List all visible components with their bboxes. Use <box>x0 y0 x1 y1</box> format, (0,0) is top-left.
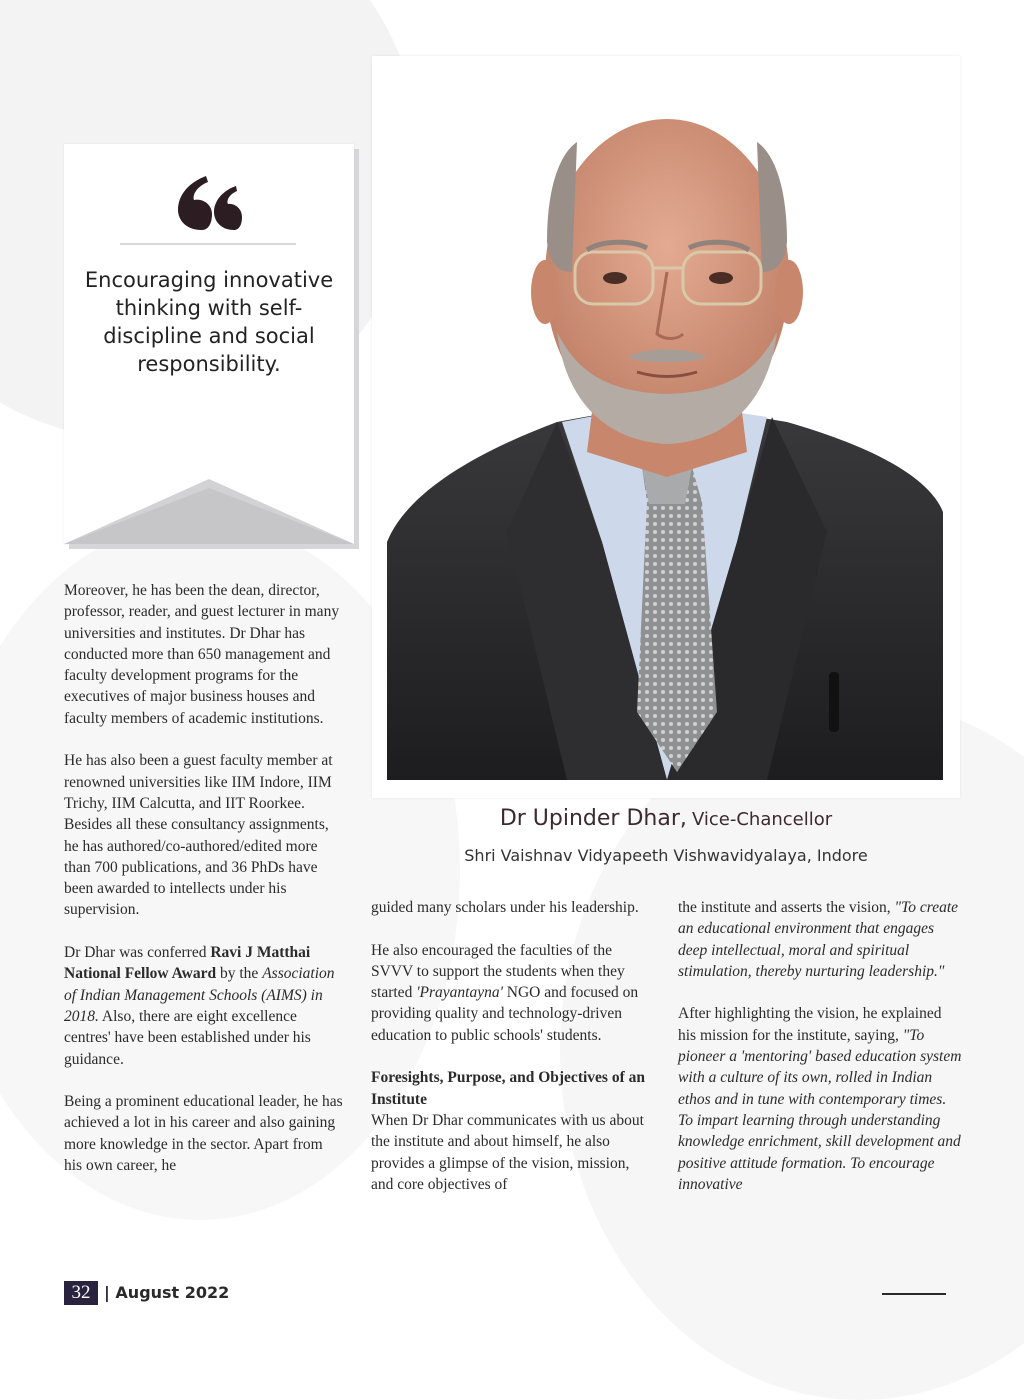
vision-quote: "To create an educational environment that engages deep intellectual, moral and spiritual stimulation, thereby nurturing leadership." <box>678 899 959 980</box>
article-column-2 <box>371 897 653 1216</box>
issue-date: | August 2022 <box>104 1283 230 1302</box>
text-run: by the <box>220 965 259 983</box>
caption-institution: Shri Vaishnav Vidyapeeth Vishwavidyalaya, Indore <box>464 846 868 865</box>
text-run: He also encouraged the faculties of the SVVV to support the students when they started <box>371 941 625 1002</box>
pull-quote-card <box>64 144 354 544</box>
paragraph <box>64 942 344 1070</box>
text-run: the institute and asserts the vision, <box>678 899 891 916</box>
paragraph <box>371 940 653 1046</box>
caption-name-line <box>372 806 960 831</box>
portrait-frame <box>372 56 960 798</box>
paragraph: Moreover, he has been the dean, director, professor, reader, and guest lecturer in many universities and institutes. Dr Dhar has conducted more than 650 management and faculty development programs for the executives of major business houses and faculty members of academic institutions. <box>64 582 340 727</box>
quotation-mark-icon <box>172 174 248 234</box>
ngo-name: 'Prayantayna' <box>416 984 503 1002</box>
decorative-wedge <box>64 474 354 544</box>
paragraph <box>678 897 962 982</box>
portrait-photo-icon <box>387 72 943 780</box>
article-column-1 <box>64 580 344 1198</box>
text-run: Dr Dhar was conferred <box>64 944 207 962</box>
paragraph: guided many scholars under his leadership. <box>371 899 639 916</box>
page-number: 32 <box>64 1281 98 1305</box>
text-run: NGO and focused on providing quality and technology-driven education to public schools' students. <box>371 984 639 1044</box>
award-name: Ravi J Matthai National Fellow Award <box>64 944 311 983</box>
pull-quote-text: Encouraging innovative thinking with self-discipline and social responsibility. <box>84 268 334 376</box>
person-title: Vice-Chancellor <box>691 809 833 830</box>
text-run: After highlighting the vision, he explained his mission for the institute, saying, <box>678 1005 942 1044</box>
paragraph: When Dr Dhar communicates with us about the institute and about himself, he also provides a glimpse of the vision, mission, and core objectives of <box>371 1111 644 1193</box>
mission-quote: "To pioneer a 'mentoring' based education system with a culture of its own, rolled in Indian ethos and in tune with contemporary times. To impart learning through understanding knowledge enrichment, skill development and positive attitude formation. To encourage innovative <box>678 1026 962 1193</box>
paragraph: Being a prominent educational leader, he has achieved a lot in his career and also gaining more knowledge in the sector. Apart from his own career, he <box>64 1093 343 1175</box>
section-heading: Foresights, Purpose, and Objectives of an Institute <box>371 1069 645 1108</box>
text-run: Also, there are eight excellence centres' have been established under his guidance. <box>64 1007 311 1068</box>
person-name: Dr Upinder Dhar, <box>499 806 687 831</box>
paragraph: He has also been a guest faculty member at renowned universities like IIM Indore, IIM Trichy, IIM Calcutta, and IIT Roorkee. Besides all these consultancy assignments, he has authored/co-authored/edited more than 700 publications, and 36 PhDs have been awarded to intellects under his supervision. <box>64 752 333 919</box>
organization-name: Association of Indian Management Schools (AIMS) in 2018. <box>64 965 335 1025</box>
quote-divider <box>120 243 296 245</box>
paragraph <box>678 1003 962 1195</box>
footer-divider <box>882 1293 946 1295</box>
article-column-3 <box>678 897 962 1216</box>
